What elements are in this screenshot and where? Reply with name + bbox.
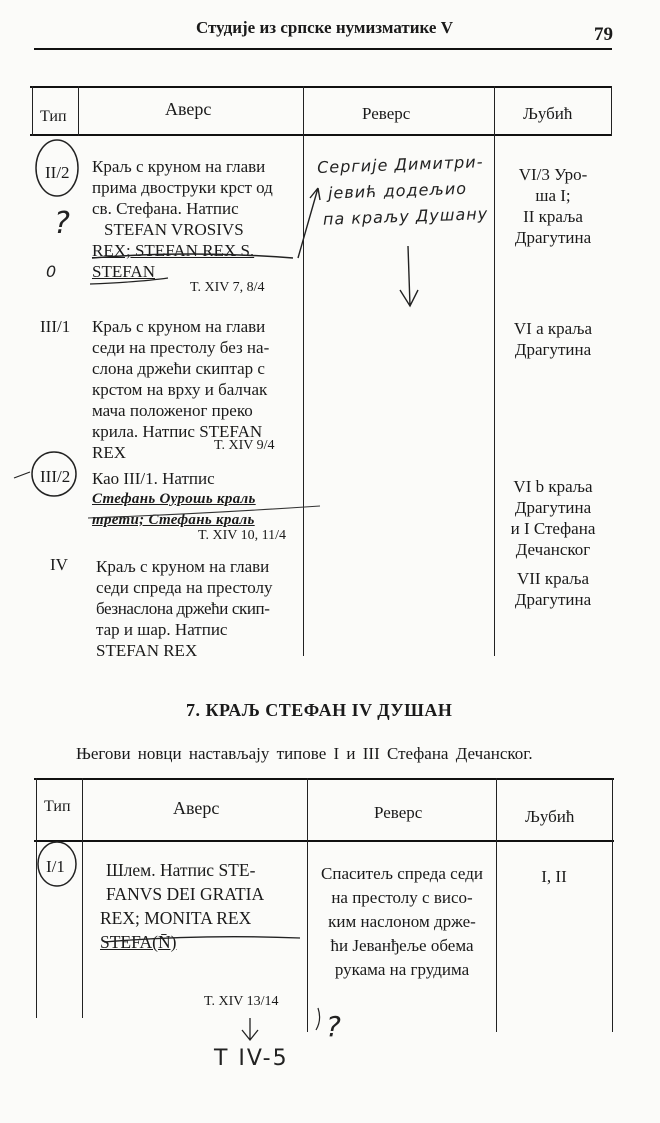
text-line: Драгутина	[514, 590, 592, 609]
text-line: Краљ с круном на глави	[92, 317, 266, 336]
ljubic-text	[497, 568, 609, 610]
plate-reference: T. XIV 13/14	[204, 994, 279, 1009]
row-type: IV	[50, 555, 68, 574]
text-line: слона држећи скиптар с	[92, 359, 265, 378]
text-line: ћи Јеванђеље обема	[330, 936, 474, 955]
table-2-divider-3	[496, 778, 497, 1032]
text-line: па краљу Душану	[322, 204, 489, 229]
table-2-header-obverse: Аверс	[173, 798, 220, 818]
stroke-mark	[316, 1008, 320, 1030]
table-1-divider-left	[32, 86, 33, 136]
row-type: I/1	[46, 857, 65, 876]
text-line: VII краља	[516, 569, 590, 588]
obverse-text	[96, 556, 306, 661]
arrow-mark	[400, 246, 418, 306]
text-line: седи на престолу без на-	[92, 338, 270, 357]
text-line: ким наслоном држе-	[328, 912, 476, 931]
text-line: FANVS DEI GRATIA	[106, 884, 265, 904]
ljubic-text: I, II	[541, 867, 567, 886]
table-1-header-ljubic: Љубић	[523, 104, 573, 123]
plate-reference: T. XIV 7, 8/4	[190, 280, 265, 295]
text-line: Драгутина	[514, 228, 592, 247]
reverse-text	[309, 862, 495, 982]
table-1-top-rule	[30, 86, 612, 88]
text-line: Спаситељ спреда седи	[321, 864, 483, 883]
text-line: на престолу с висо-	[331, 888, 473, 907]
table-1-divider-3	[494, 86, 495, 656]
text-line: REX	[92, 443, 126, 462]
text-line: Драгутина	[514, 498, 592, 517]
handwritten-bottom-question: ?	[326, 1010, 341, 1043]
table-1-divider-right	[611, 86, 612, 136]
page-number: 79	[594, 24, 613, 45]
text-line: VI b краља	[513, 477, 593, 496]
text-line: прима двоструки крст од	[92, 178, 273, 197]
table-2-divider-left	[36, 778, 37, 1018]
table-1-header-reverse: Реверс	[362, 104, 411, 123]
text-line: REX; STEFAN REX S.	[92, 241, 255, 260]
text-line: Дечанског	[515, 540, 591, 559]
handwritten-note	[317, 149, 489, 233]
text-line: STEFAN REX	[96, 641, 198, 660]
obverse-text	[92, 156, 302, 282]
ljubic-text	[497, 164, 609, 248]
header-rule	[34, 48, 612, 50]
text-line: II краља	[523, 207, 583, 226]
text-line: мача положеног преко	[92, 401, 253, 420]
handwritten-bottom-note: T IV-5	[214, 1046, 289, 1071]
text-line: тар и шар. Натпис	[96, 620, 228, 639]
text-line: Као III/1. Натпис	[92, 469, 215, 488]
text-line: ша I;	[535, 186, 571, 205]
section-intro: Његови новци настављају типове I и III Стефана Дечанског.	[76, 744, 533, 763]
plate-reference: T. XIV 9/4	[214, 438, 275, 453]
text-line: крстом на врху и балчак	[92, 380, 268, 399]
text-line: Краљ с круном на глави	[96, 557, 270, 576]
text-line: STEFAN VROSIVS	[104, 220, 244, 239]
table-2-header-rule	[34, 840, 614, 842]
text-line: Шлем. Натпис STE-	[106, 860, 256, 880]
table-2-divider-right	[612, 778, 613, 1032]
text-line: VI a краља	[513, 319, 593, 338]
ljubic-text	[497, 318, 609, 360]
handwritten-question-mark: ?	[54, 206, 70, 241]
handwritten-zero: 0	[46, 262, 57, 281]
blackletter-line: Стефань Оурошь краль	[92, 491, 256, 507]
arrow-mark	[242, 1018, 258, 1040]
text-line: Краљ с круном на глави	[92, 157, 266, 176]
obverse-text	[100, 858, 305, 954]
table-1-divider-1	[78, 86, 79, 136]
text-line: STEFA(N̄)	[100, 932, 177, 952]
row-type: III/1	[40, 317, 71, 336]
text-line: седи спреда на престолу	[96, 578, 273, 597]
table-2-header-reverse: Реверс	[374, 803, 423, 822]
blackletter-line: трети; Стефань краль	[92, 512, 255, 528]
table-2-header-type: Тип	[44, 798, 71, 815]
table-2-header-ljubic: Љубић	[525, 807, 575, 826]
section-title: 7. КРАЉ СТЕФАН IV ДУШАН	[186, 700, 453, 720]
table-2-divider-1	[82, 778, 83, 1018]
obverse-text	[92, 468, 307, 531]
text-line: и I Стефана	[510, 519, 596, 538]
text-line: св. Стефана. Натпис	[92, 199, 239, 218]
table-2-top-rule	[34, 778, 614, 780]
row-type: III/2	[40, 467, 71, 486]
tick-mark	[14, 472, 30, 478]
table-1-header-rule	[30, 134, 612, 136]
text-line: Драгутина	[514, 340, 592, 359]
table-1-header-type: Тип	[40, 108, 67, 125]
text-line: REX; MONITA REX	[100, 908, 252, 928]
table-1-header-obverse: Аверс	[165, 99, 212, 119]
text-line: безнаслона држећи скип-	[96, 599, 270, 618]
plate-reference: T. XIV 10, 11/4	[198, 528, 287, 543]
ljubic-text	[497, 476, 609, 560]
text-line: јевић додељио	[327, 178, 468, 203]
text-line: рукама на грудима	[334, 960, 470, 979]
text-line: Сергије Димитри-	[316, 152, 484, 177]
row-type: II/2	[45, 163, 70, 182]
text-line: VI/3 Уро-	[518, 165, 588, 184]
running-title: Студије из српске нумизматике V	[196, 18, 453, 37]
text-line: крила. Натпис STEFAN	[92, 422, 263, 441]
text-line: STEFAN	[92, 262, 155, 281]
table-2-divider-2	[307, 778, 308, 1032]
